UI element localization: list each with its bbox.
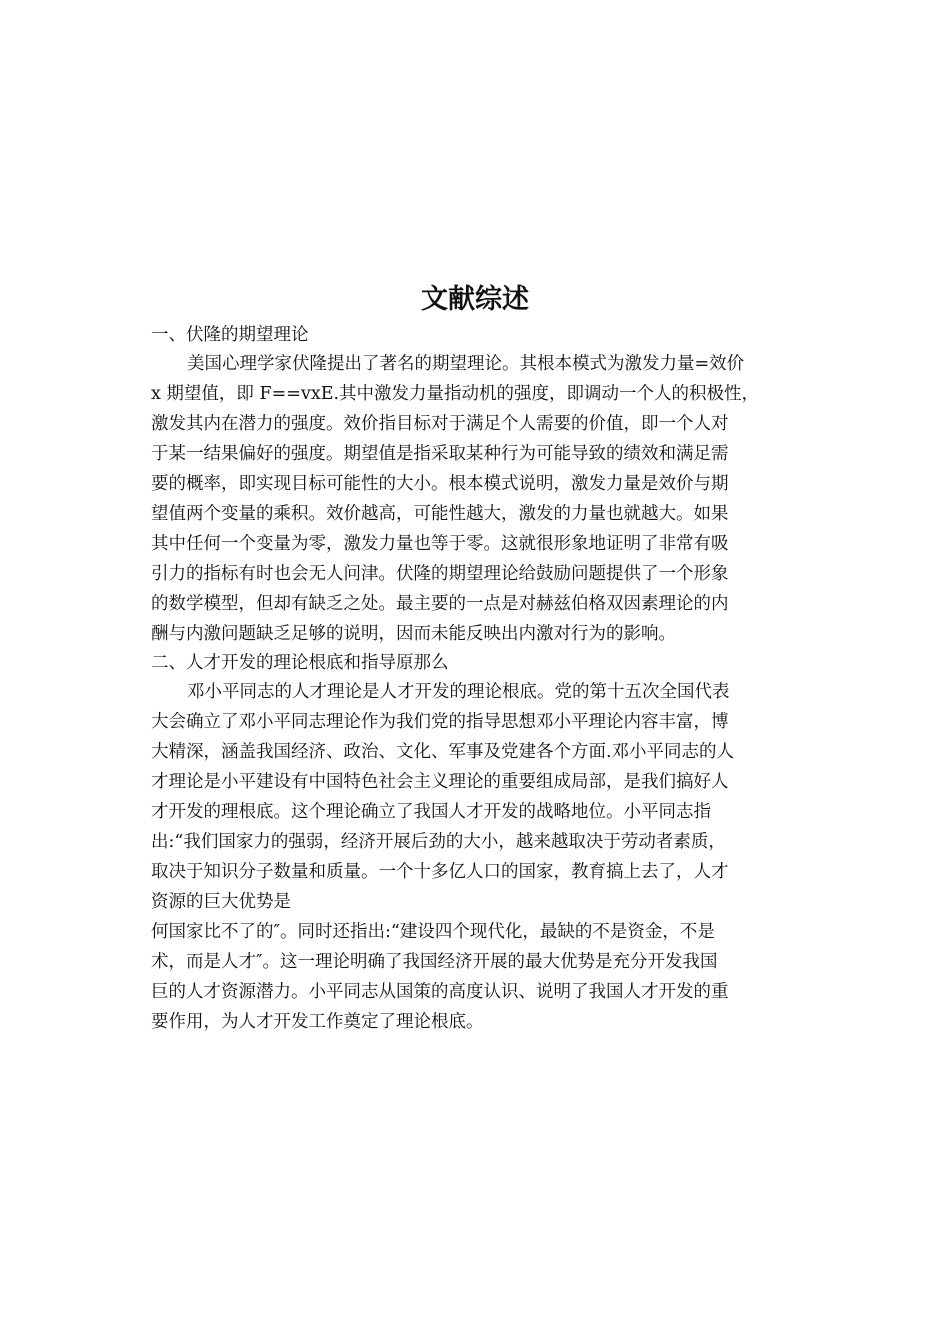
paragraph-line: 才开发的理根底。这个理论确立了我国人才开发的战略地位。小平同志指 bbox=[151, 802, 711, 822]
paragraph-line: x 期望值，即 F==vxE.其中激发力量指动机的强度，即调动一个人的积极性， bbox=[151, 384, 760, 404]
paragraph-line: 大精深，涵盖我国经济、政治、文化、军事及党建各个方面.邓小平同志的人 bbox=[151, 742, 735, 762]
document-body bbox=[151, 321, 801, 1037]
section-heading: 一、伏隆的期望理论 bbox=[151, 325, 309, 345]
paragraph-line: 大会确立了邓小平同志理论作为我们党的指导思想邓小平理论内容丰富，博 bbox=[151, 712, 729, 732]
page-title: 文献综述 bbox=[421, 284, 529, 315]
paragraph-line: 要的概率，即实现目标可能性的大小。根本模式说明，激发力量是效价与期 bbox=[151, 474, 729, 494]
paragraph-line: 出:“我们国家力的强弱，经济开展后劲的大小，越来越取决于劳动者素质， bbox=[151, 832, 726, 852]
paragraph-line: 巨的人才资源潜力。小平同志从国策的高度认识、说明了我国人才开发的重 bbox=[151, 982, 729, 1002]
paragraph-line: 酬与内激问题缺乏足够的说明，因而未能反映出内激对行为的影响。 bbox=[151, 624, 676, 644]
paragraph-line: 激发其内在潜力的强度。效价指目标对于满足个人需要的价值，即一个人对 bbox=[151, 414, 729, 434]
paragraph-line: 美国心理学家伏隆提出了著名的期望理论。其根本模式为激发力量=效价 bbox=[187, 354, 745, 374]
paragraph-line: 望值两个变量的乘积。效价越高，可能性越大，激发的力量也就越大。如果 bbox=[151, 504, 729, 524]
paragraph-line: 于某一结果偏好的强度。期望值是指采取某种行为可能导致的绩效和满足需 bbox=[151, 444, 729, 464]
paragraph-line: 才理论是小平建设有中国特色社会主义理论的重要组成局部，是我们搞好人 bbox=[151, 772, 729, 792]
paragraph-line: 术，而是人才″。这一理论明确了我国经济开展的最大优势是充分开发我国 bbox=[151, 952, 718, 972]
paragraph-line: 资源的巨大优势是 bbox=[151, 892, 291, 912]
paragraph-line: 何国家比不了的″。同时还指出:“建设四个现代化，最缺的不是资金，不是 bbox=[151, 922, 715, 942]
section-talent-development bbox=[151, 649, 801, 1037]
paragraph-line: 邓小平同志的人才理论是人才开发的理论根底。党的第十五次全国代表 bbox=[187, 682, 730, 702]
paragraph-line: 要作用，为人才开发工作奠定了理论根底。 bbox=[151, 1012, 484, 1032]
paragraph-line: 的数学模型，但却有缺乏之处。最主要的一点是对赫兹伯格双因素理论的内 bbox=[151, 594, 729, 614]
section-heading: 二、人才开发的理论根底和指导原那么 bbox=[151, 653, 449, 673]
paragraph-line: 其中任何一个变量为零，激发力量也等于零。这就很形象地证明了非常有吸 bbox=[151, 534, 729, 554]
paragraph-line: 引力的指标有时也会无人问津。伏隆的期望理论给鼓励问题提供了一个形象 bbox=[151, 564, 729, 584]
paragraph-line: 取决于知识分子数量和质量。一个十多亿人口的国家，教育搞上去了，人才 bbox=[151, 862, 729, 882]
section-expectancy-theory bbox=[151, 321, 801, 649]
